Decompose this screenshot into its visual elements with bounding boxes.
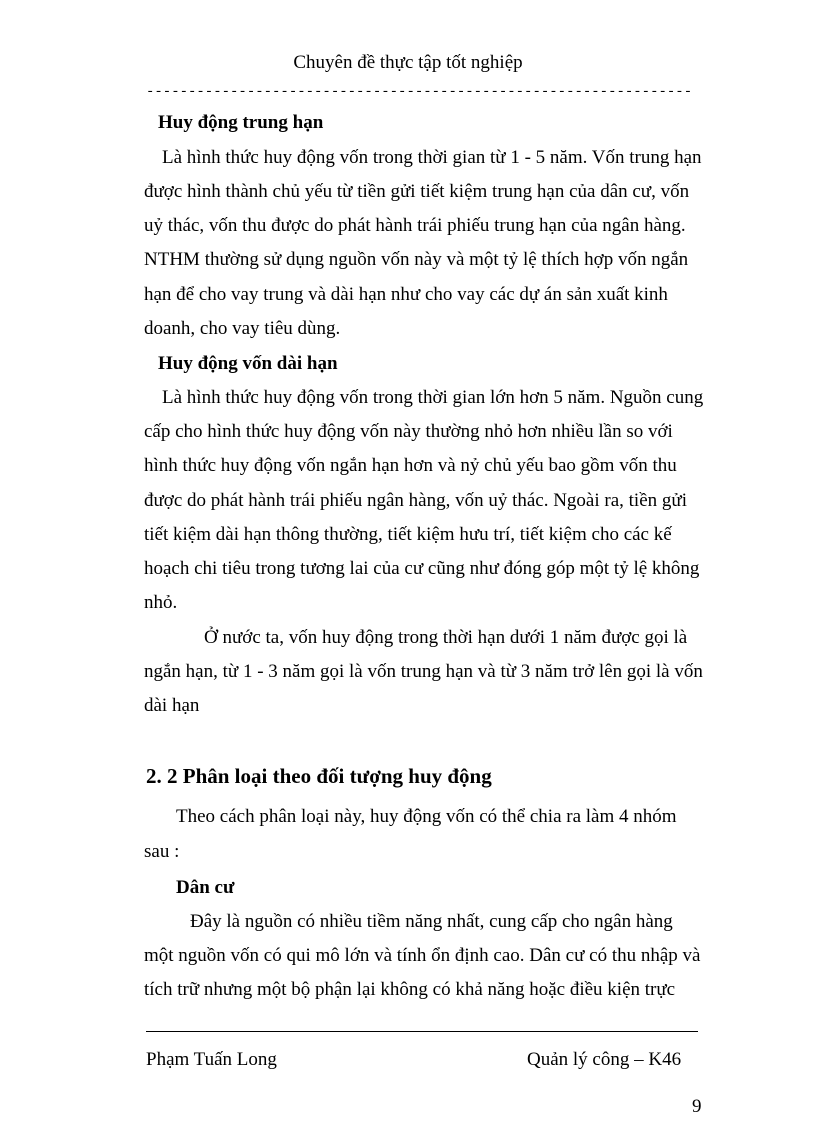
paragraph-line: tiết kiệm dài hạn thông thường, tiết kiệm hưu trí, tiết kiệm cho các kế [144, 524, 672, 545]
paragraph-line: hạn để cho vay trung và dài hạn như cho vay các dự án sản xuất kinh [144, 284, 668, 305]
paragraph-line: hoạch chi tiêu trong tương lai của cư cũng như đóng góp một tỷ lệ không [144, 558, 700, 579]
paragraph-line: tích trữ nhưng một bộ phận lại không có khả năng hoặc điều kiện trực [144, 979, 676, 1000]
footer-rule [146, 1031, 698, 1032]
paragraph-line: một nguồn vốn có qui mô lớn và tính ổn định cao. Dân cư có thu nhập và [144, 945, 701, 966]
paragraph-line: hình thức huy động vốn ngắn hạn hơn và nỷ chủ yếu bao gồm vốn thu [144, 455, 677, 476]
paragraph-line: doanh, cho vay tiêu dùng. [144, 318, 341, 339]
paragraph-line: Là hình thức huy động vốn trong thời gian lớn hơn 5 năm. Nguồn cung [162, 387, 704, 408]
heading-long-term: Huy động vốn dài hạn [158, 353, 338, 374]
paragraph-line: sau : [144, 841, 180, 862]
paragraph-line: Theo cách phân loại này, huy động vốn có thể chia ra làm 4 nhóm [176, 806, 677, 827]
paragraph-line: được hình thành chủ yếu từ tiền gửi tiết kiệm trung hạn của dân cư, vốn [144, 181, 690, 202]
paragraph-line: Ở nước ta, vốn huy động trong thời hạn dưới 1 năm được gọi là [204, 627, 688, 648]
section-title: 2. 2 Phân loại theo đối tượng huy động [146, 764, 492, 788]
footer-author: Phạm Tuấn Long [146, 1049, 277, 1070]
paragraph-line: nhỏ. [144, 592, 178, 613]
header-dashed-rule: ----------------------------------------------------------------- [146, 84, 693, 100]
paragraph-line: Đây là nguồn có nhiều tiềm năng nhất, cung cấp cho ngân hàng [190, 911, 673, 932]
page-header-title: Chuyên đề thực tập tốt nghiệp [293, 52, 523, 73]
paragraph-line: uỷ thác, vốn thu được do phát hành trái phiếu trung hạn của ngân hàng. [144, 215, 686, 236]
footer-class: Quản lý công – K46 [527, 1049, 682, 1070]
paragraph-line: NTHM thường sử dụng nguồn vốn này và một tỷ lệ thích hợp vốn ngắn [144, 249, 689, 270]
heading-medium-term: Huy động trung hạn [158, 112, 324, 133]
paragraph-line: ngắn hạn, từ 1 - 3 năm gọi là vốn trung hạn và từ 3 năm trở lên gọi là vốn [144, 661, 703, 682]
paragraph-line: cấp cho hình thức huy động vốn này thường nhỏ hơn nhiều lần so với [144, 421, 673, 442]
paragraph-line: Là hình thức huy động vốn trong thời gian từ 1 - 5 năm. Vốn trung hạn [162, 147, 702, 168]
heading-residents: Dân cư [176, 877, 235, 898]
paragraph-line: được do phát hành trái phiếu ngân hàng, vốn uỷ thác. Ngoài ra, tiền gửi [144, 490, 687, 511]
page-number: 9 [692, 1096, 702, 1117]
paragraph-line: dài hạn [144, 695, 200, 716]
